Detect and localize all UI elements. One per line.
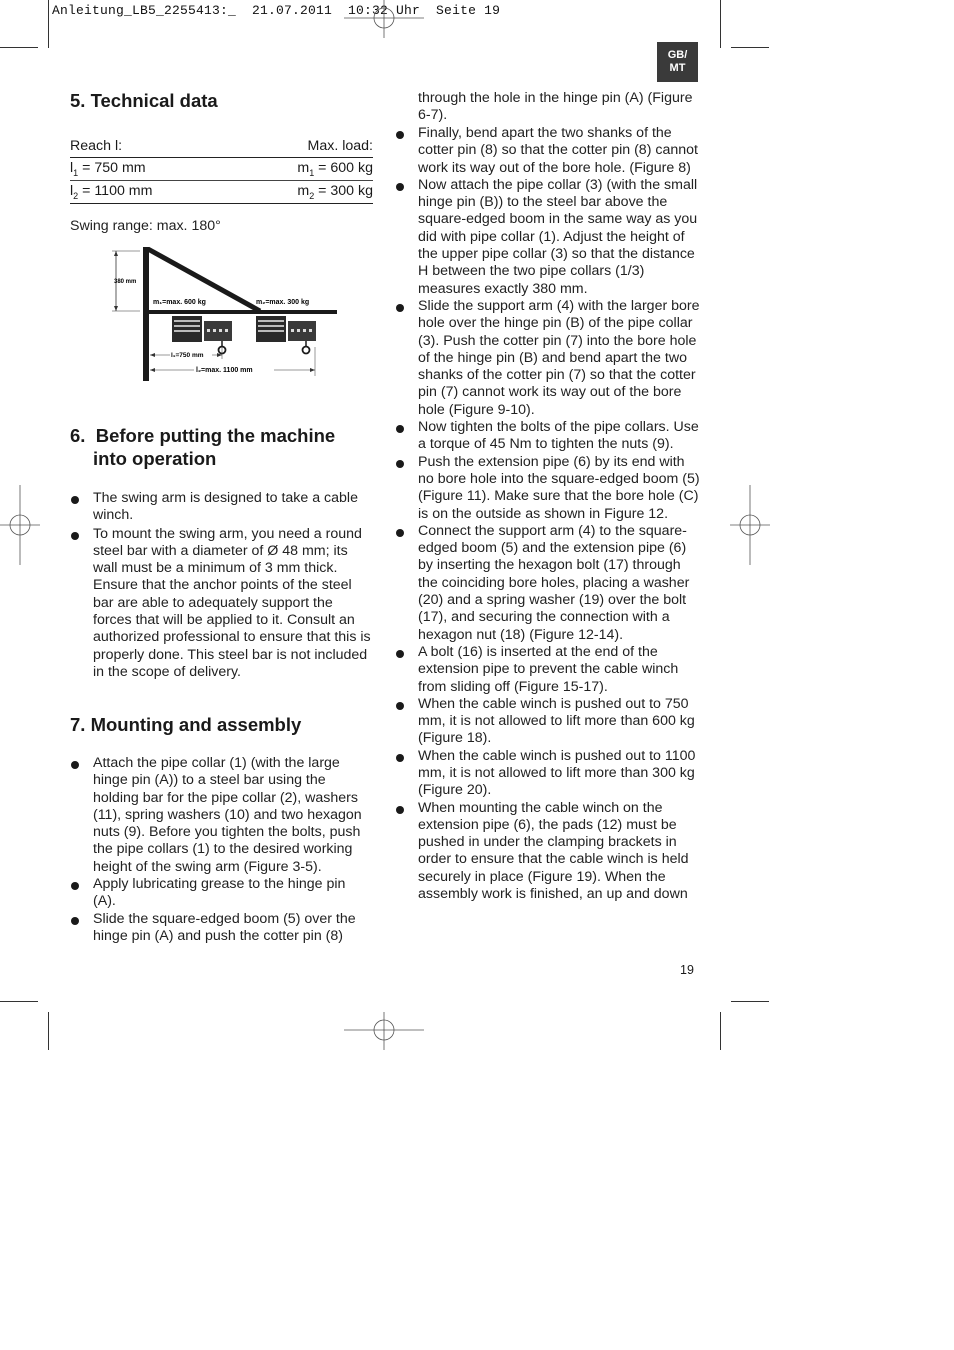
label-m1: m₁=max. 600 kg xyxy=(153,299,206,306)
section-6-title-line2: into operation xyxy=(93,448,217,469)
language-badge-line1: GB/ xyxy=(667,49,688,61)
reach-header: Reach l: xyxy=(70,138,123,154)
max-load-header: Max. load: xyxy=(307,138,373,154)
swing-arm-diagram xyxy=(110,243,342,383)
list-item: To mount the swing arm, you need a round steel bar with a diameter of Ø 48 mm; its wall must be a minimum of 3 mm thick. Ensure that the anchor points of the steel bar are able to adequately support the forces that will be applied to it. Consult an authorized professional to ensure that this is properly done. This steel bar is not included in the scope of delivery. xyxy=(70,526,372,682)
list-item: Slide the square-edged boom (5) over the hinge pin (A) and push the cotter pin (8) xyxy=(70,911,372,946)
list-item: Slide the support arm (4) with the larger bore hole over the hinge pin (B) of the pipe collar (3). Push the cotter pin (7) into the bore hole of the hinge pin (B) and bend apart the two shanks of the cotter pin (7) so that the cotter pin (7) cannot work its way out of the bore hole (Figure 9-10). xyxy=(395,298,702,419)
list-item: When mounting the cable winch on the extension pipe (6), the pads (12) must be pushed in under the clamping brackets in order to ensure that the cable winch is held securely in place (Figure 19). When the assembly work is finished, an up and down xyxy=(395,800,702,904)
list-item: A bolt (16) is inserted at the end of the extension pipe to prevent the cable winch from sliding off (Figure 15-17). xyxy=(395,644,702,696)
language-badge xyxy=(657,42,698,82)
list-item: The swing arm is designed to take a cable winch. xyxy=(70,490,372,525)
section-5-title: 5. Technical data xyxy=(70,90,218,111)
load-value: $m_1 = 600$ kg xyxy=(297,160,373,178)
cable-winch-1 xyxy=(172,316,232,354)
list-item: Push the extension pipe (6) by its end with no bore hole into the square-edged boom (5) (Figure 11). Make sure that the bore hole (C) is on the outside as shown in Figure 12. xyxy=(395,454,702,523)
section-6-title xyxy=(70,424,370,470)
section-6-list xyxy=(70,490,372,681)
section-7-title: 7. Mounting and assembly xyxy=(70,714,302,735)
list-item: Connect the support arm (4) to the square-edged boom (5) and the extension pipe (6) by inserting the hexagon bolt (17) through the coinciding bore holes, placing a washer (20) and a spring washer (19) over the bolt (17), and securing the connection with a hexagon nut (18) (Figure 12-14). xyxy=(395,523,702,644)
page-number: 19 xyxy=(680,963,694,977)
registration-mark-left xyxy=(0,485,40,565)
cable-winch-2 xyxy=(256,316,316,354)
label-m2: m₂=max. 300 kg xyxy=(256,299,310,306)
list-item: Attach the pipe collar (1) (with the large hinge pin (A)) to a steel bar using the holding bar for the pipe collar (2), washers (11), spring washers (10) and two hexagon nuts (9). Before you tighten the bolts, push the pipe collars (1) to the desired working height of the swing arm (Figure 3-5). xyxy=(70,755,372,876)
table-row xyxy=(70,181,373,203)
label-l1: l₁=750 mm xyxy=(171,352,204,359)
list-item: Now tighten the bolts of the pipe collars. Use a torque of 45 Nm to tighten the nuts (9). xyxy=(395,419,702,454)
continuation-text: through the hole in the hinge pin (A) (Figure 6-7). xyxy=(418,90,693,124)
section-6-title-line1: 6. Before putting the machine xyxy=(70,425,336,446)
list-item: When the cable winch is pushed out to 750 mm, it is not allowed to lift more than 600 kg (Figure 18). xyxy=(395,696,702,748)
table-rule xyxy=(70,203,373,204)
load-value: $m_2 = 300$ kg xyxy=(297,183,373,201)
list-item: Finally, bend apart the two shanks of the cotter pin (8) so that the cotter pin (8) cannot work its way out of the bore hole. (Figure 8) xyxy=(395,125,702,177)
table-header-row xyxy=(70,135,373,157)
registration-mark-bottom xyxy=(344,1010,424,1050)
list-item: Now attach the pipe collar (3) (with the small hinge pin (B)) to the steel bar above the square-edged boom in the same way as you did with pipe collar (1). Adjust the height of the upper pipe collar (3) so that the distance H between the two pipe collars (1/3) measures exactly 380 mm. xyxy=(395,177,702,298)
label-380mm: 380 mm xyxy=(114,279,137,285)
reach-value: $l_1 = 750$ mm xyxy=(70,160,146,178)
section-7-list xyxy=(70,755,372,945)
registration-mark-right xyxy=(730,485,770,565)
swing-range-text: Swing range: max. 180° xyxy=(70,218,221,234)
label-l2: l₂=max. 1100 mm xyxy=(196,367,253,374)
list-item: Apply lubricating grease to the hinge pin (A). xyxy=(70,876,372,911)
technical-data-table xyxy=(70,135,373,204)
table-row xyxy=(70,158,373,180)
reach-value: $l_2 = 1100$ mm xyxy=(70,183,153,201)
print-slug: Anleitung_LB5_2255413:_ 21.07.2011 10:32 Uhr Seite 19 xyxy=(52,3,501,18)
list-item: When the cable winch is pushed out to 1100 mm, it is not allowed to lift more than 300 kg (Figure 20). xyxy=(395,748,702,800)
right-column-list xyxy=(395,125,702,903)
registration-mark-top xyxy=(344,0,424,40)
language-badge-line2: MT xyxy=(669,62,686,74)
